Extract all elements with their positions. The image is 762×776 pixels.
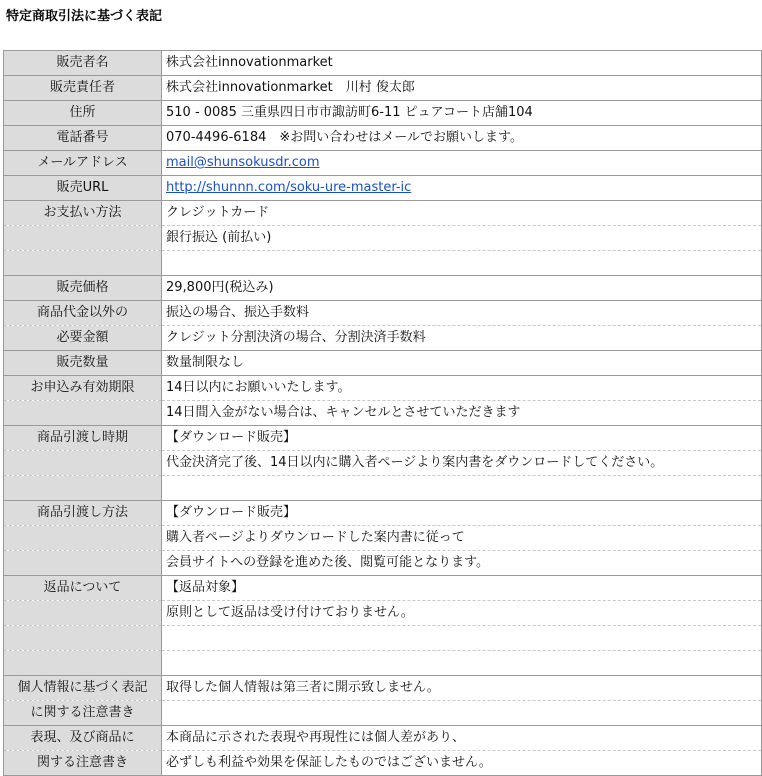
table-row [4,401,762,426]
row-label: 表現、及び商品に [4,726,162,751]
table-row [4,576,762,601]
row-value: 14日間入金がない場合は、キャンセルとさせていただきます [162,401,762,426]
row-label: 販売責任者 [4,76,162,101]
row-link[interactable]: http://shunnn.com/soku-ure-master-ic [166,180,412,195]
row-label: 商品代金以外の [4,301,162,326]
row-value: 【ダウンロード販売】 [162,426,762,451]
table-row [4,376,762,401]
row-label: 商品引渡し時期 [4,426,162,451]
row-label [4,401,162,426]
table-row [4,676,762,701]
row-label: メールアドレス [4,151,162,176]
row-value: 070-4496-6184 ※お問い合わせはメールでお願いします。 [162,126,762,151]
row-value: 必ずしも利益や効果を保証したものではございません。 [162,751,762,776]
row-label [4,226,162,251]
row-link[interactable]: mail@shunsokusdr.com [166,155,320,170]
table-row [4,426,762,451]
row-value: 原則として返品は受け付けておりません。 [162,601,762,626]
table-row [4,251,762,276]
row-value: 銀行振込 (前払い) [162,226,762,251]
table-row [4,276,762,301]
row-label: お申込み有効期限 [4,376,162,401]
row-value: 会員サイトへの登録を進めた後、閲覧可能となります。 [162,551,762,576]
row-label [4,526,162,551]
row-label: 関する注意書き [4,751,162,776]
row-value: 【返品対象】 [162,576,762,601]
row-label [4,451,162,476]
row-label [4,601,162,626]
table-row [4,726,762,751]
row-value: 14日以内にお願いいたします。 [162,376,762,401]
row-label: お支払い方法 [4,201,162,226]
page-title: 特定商取引法に基づく表記 [6,9,163,24]
row-label: 個人情報に基づく表記 [4,676,162,701]
row-value: 株式会社innovationmarket [162,51,762,76]
table-row [4,451,762,476]
row-label [4,251,162,276]
row-label: 返品について [4,576,162,601]
row-value: 取得した個人情報は第三者に開示致しません。 [162,676,762,701]
row-label [4,651,162,676]
row-label: 住所 [4,101,162,126]
row-value: 振込の場合、振込手数料 [162,301,762,326]
row-value: 購入者ページよりダウンロードした案内書に従って [162,526,762,551]
row-label: 販売者名 [4,51,162,76]
legal-notice-table [3,50,762,776]
row-label: 販売数量 [4,351,162,376]
table-row [4,201,762,226]
row-value [162,701,762,726]
row-value: クレジット分割決済の場合、分割決済手数料 [162,326,762,351]
row-value: 【ダウンロード販売】 [162,501,762,526]
row-value: 代金決済完了後、14日以内に購入者ページより案内書をダウンロードしてください。 [162,451,762,476]
row-value [162,476,762,501]
table-body [4,51,762,776]
table-row [4,301,762,326]
row-value [162,251,762,276]
table-row [4,551,762,576]
table-row [4,151,762,176]
table-row [4,626,762,651]
row-label: 商品引渡し方法 [4,501,162,526]
table-row [4,501,762,526]
row-value: 本商品に示された表現や再現性には個人差があり、 [162,726,762,751]
table-row [4,126,762,151]
table-row [4,101,762,126]
row-label: 販売価格 [4,276,162,301]
row-label [4,551,162,576]
row-value: 29,800円(税込み) [162,276,762,301]
table-row [4,651,762,676]
row-value: 数量制限なし [162,351,762,376]
table-row [4,326,762,351]
row-value: クレジットカード [162,201,762,226]
row-value [162,626,762,651]
table-row [4,751,762,776]
row-label: 電話番号 [4,126,162,151]
row-value [162,151,762,176]
table-row [4,176,762,201]
row-label [4,476,162,501]
table-row [4,476,762,501]
row-value [162,176,762,201]
row-label: 必要金額 [4,326,162,351]
table-row [4,601,762,626]
row-label: に関する注意書き [4,701,162,726]
row-value [162,651,762,676]
table-row [4,226,762,251]
row-value: 株式会社innovationmarket 川村 俊太郎 [162,76,762,101]
table-row [4,351,762,376]
table-row [4,526,762,551]
table-row [4,701,762,726]
table-row [4,76,762,101]
row-label: 販売URL [4,176,162,201]
row-value: 510 - 0085 三重県四日市市諏訪町6-11 ピュアコート店舗104 [162,101,762,126]
table-row [4,51,762,76]
row-label [4,626,162,651]
